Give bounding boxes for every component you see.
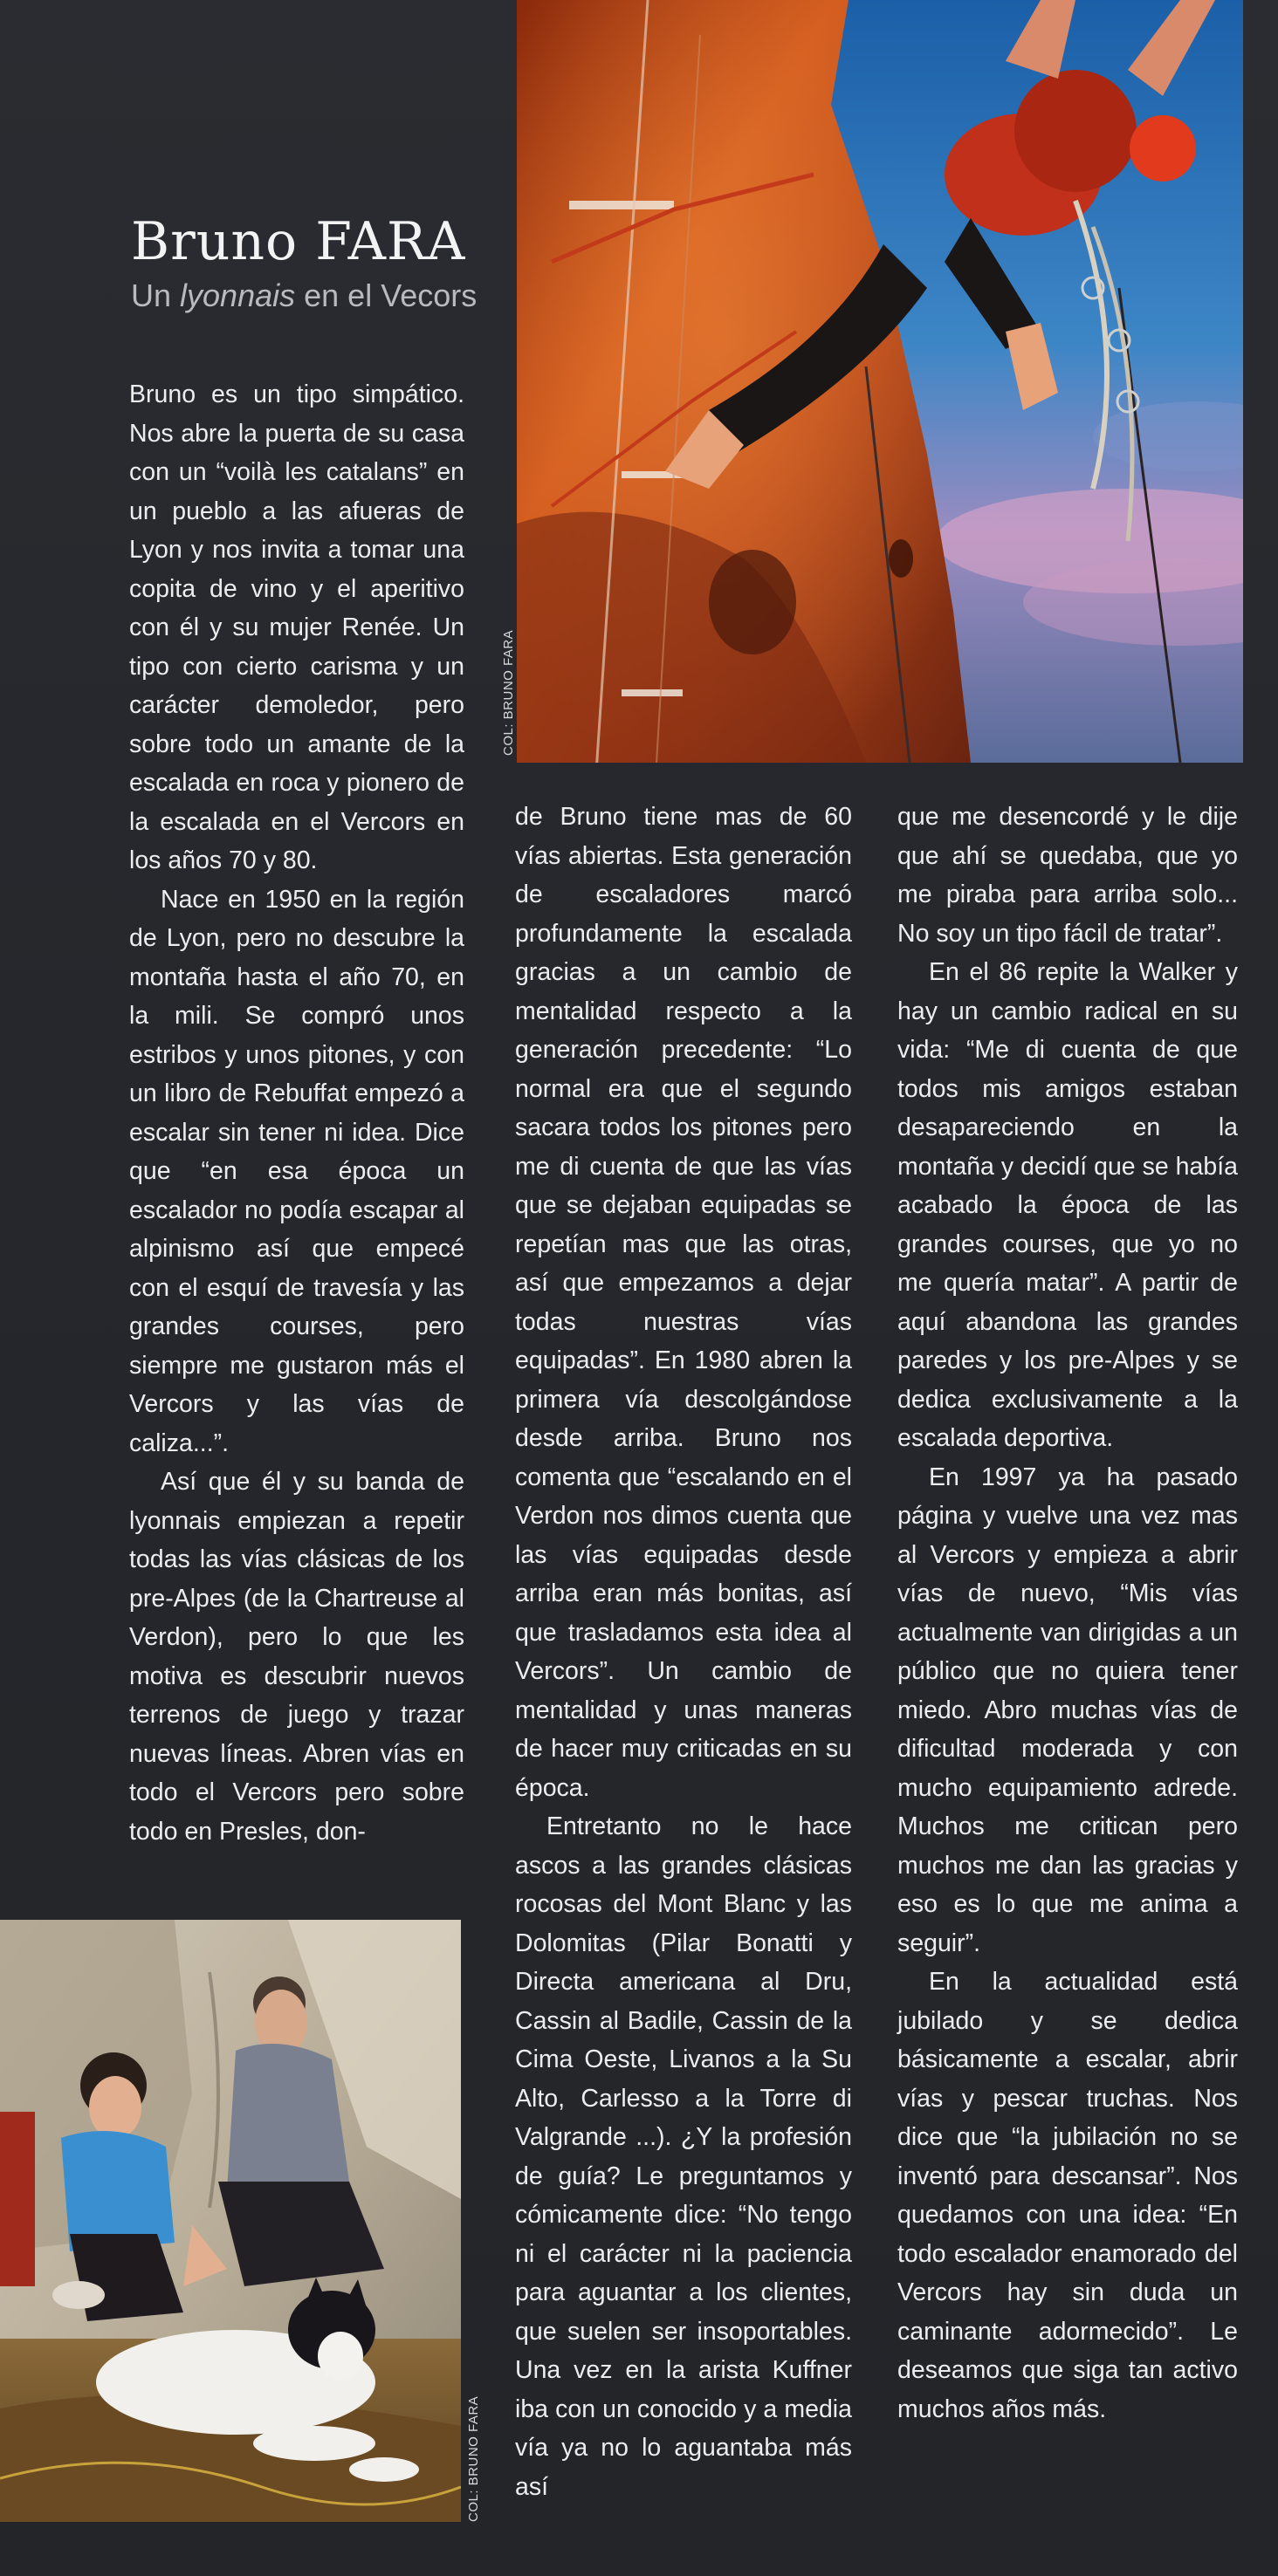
article-subtitle	[131, 277, 515, 314]
article-column-2	[515, 798, 852, 2506]
paragraph: Nace en 1950 en la región de Lyon, pero no descubre la montaña hasta el año 70, en la mili. Se compró unos estribos y unos pitones, y con un libro de Rebuffat empezó a escalar sin tener ni idea. Dice que “en esa época un escalador no podía escapar al alpinismo así que empecé con el esquí de travesía y las grandes courses, pero siempre me gustaron más el Vercors y las vías de caliza...”.	[129, 885, 464, 1457]
subtitle-pre: Un	[131, 277, 181, 313]
article-column-3	[897, 798, 1238, 2429]
couple-with-dog-illustration	[0, 1920, 461, 2522]
couple-with-dog-photo	[0, 1920, 461, 2522]
paragraph: En el 86 repite la Walker y hay un cambio radical en su vida: “Me di cuenta de que todos mis amigos estaban desapareciendo en la montaña y decidí que se había acabado la época de las grandes courses, que yo no me quería matar”. A partir de aquí abandona las grandes paredes y los pre-Alpes y se dedica exclusivamente a la escalada deportiva.	[897, 958, 1238, 1452]
paragraph: En 1997 ya ha pasado página y vuelve una vez mas al Vercors y empieza a abrir vías de nuevo, “Mis vías actualmente van dirigidas a un público que no quiera tener miedo. Abro muchas vías de dificultad moderada y con mucho equipamiento adrede. Muchos me critican pero muchos me dan las gracias y eso es lo que me anima a seguir”.	[897, 1463, 1238, 1957]
article-title: Bruno FARA	[131, 211, 466, 272]
climber-photo-illustration	[517, 0, 1243, 763]
paragraph: Bruno es un tipo simpático. Nos abre la puerta de su casa con un “voilà les catalans” en un pueblo a las afueras de Lyon y nos invita a tomar una copita de vino y el aperitivo con él y su mujer Renée. Un tipo con cierto carisma y un carácter demoledor, pero sobre todo un amante de la escalada en roca y pionero de la escalada en el Vercors en los años 70 y 80.	[129, 380, 464, 874]
subtitle-emphasis: lyonnais	[180, 277, 296, 313]
paragraph: En la actualidad está jubilado y se dedica básicamente a escalar, abrir vías y pescar truchas. Nos dice que “la jubilación no se inventó para descansar”. Nos quedamos con una idea: “En todo escalador enamorado del Vercors hay sin duda un caminante adormecido”. Le deseamos que siga tan activo muchos años más.	[897, 1968, 1238, 2423]
paragraph: que me desencordé y le dije que ahí se quedaba, que yo me piraba para arriba solo... No soy un tipo fácil de tratar”.	[897, 803, 1238, 948]
paragraph: de Bruno tiene mas de 60 vías abiertas. Esta generación de escaladores marcó profundamente la escalada gracias a un cambio de mentalidad respecto a la generación precedente: “Lo normal era que el segundo sacara todos los pitones pero me di cuenta de que las vías que se dejaban equipadas se repetían mas que las otras, así que empezamos a dejar todas nuestras vías equipadas”. En 1980 abren la primera vía descolgándose desde arriba. Bruno nos comenta que “escalando en el Verdon nos dimos cuenta que las vías equipadas desde arriba eran más bonitas, así que trasladamos esta idea al Vercors”. Un cambio de mentalidad y unas maneras de hacer muy criticadas en su época.	[515, 803, 852, 1802]
bottom-photo-credit: COL: BRUNO FARA	[466, 2395, 481, 2522]
paragraph: Entretanto no le hace ascos a las grandes clásicas rocosas del Mont Blanc y las Dolomitas (Pilar Bonatti y Directa americana al Dru, Cassin al Badile, Cassin de la Cima Oeste, Livanos a la Su Alto, Carlesso a la Torre di Valgrande ...). ¿Y la profesión de guía? Le preguntamos y cómicamente dice: “No tengo ni el carácter ni la paciencia para aguantar a los clientes, que suelen ser insoportables. Una vez en la arista Kuffner iba con un conocido y a media vía ya no lo aguantaba más así	[515, 1812, 852, 2501]
article-column-1	[129, 375, 464, 1851]
climber-photo	[517, 0, 1243, 763]
top-photo-credit: COL: BRUNO FARA	[501, 629, 516, 756]
subtitle-post: en el Vecors	[295, 277, 478, 313]
paragraph: Así que él y su banda de lyonnais empiezan a repetir todas las vías clásicas de los pre-Alpes (de la Chartreuse al Verdon), pero lo que les motiva es descubrir nuevos terrenos de juego y trazar nuevas líneas. Abren vías en todo el Vercors pero sobre todo en Presles, don-	[129, 1468, 464, 1846]
